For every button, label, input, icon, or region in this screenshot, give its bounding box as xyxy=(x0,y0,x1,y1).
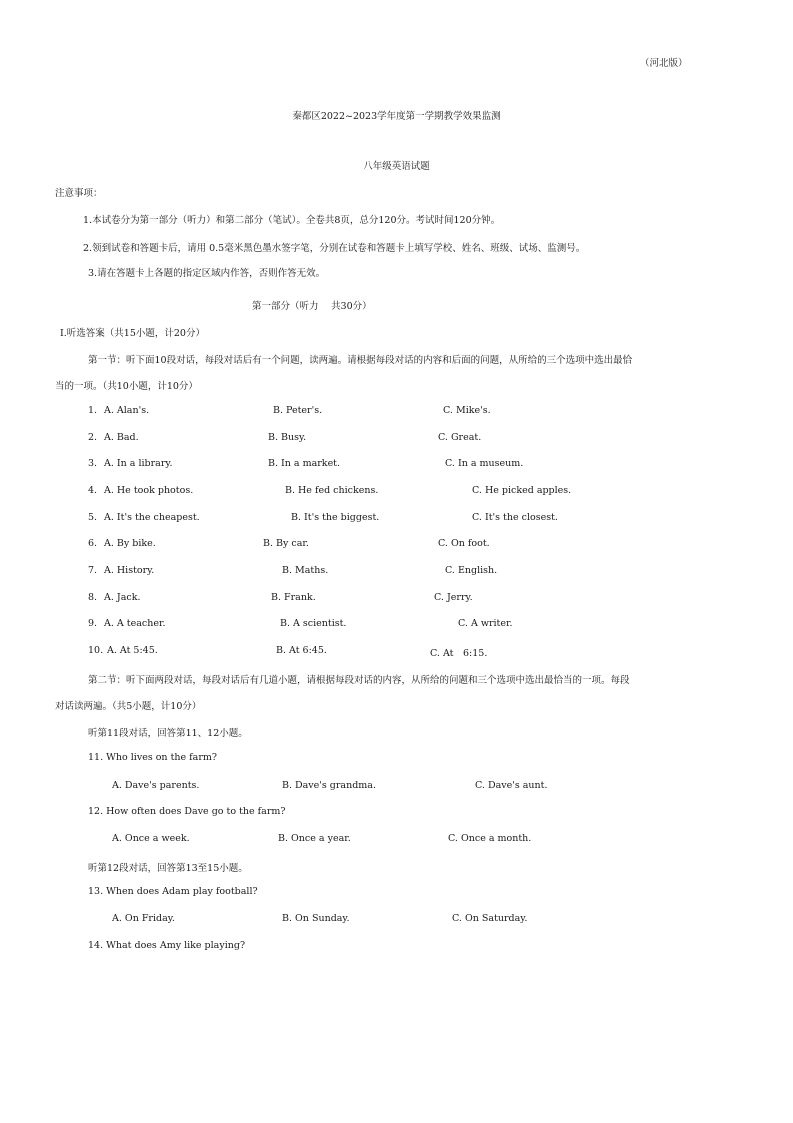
q9-option-b: B. A scientist. xyxy=(280,618,347,629)
q2-option-c: C. Great. xyxy=(438,432,482,443)
section1-instruction-line2: 当的一项。（共10小题，计10分） xyxy=(55,381,198,392)
q4-number: 4. xyxy=(88,485,98,496)
q11-option-b: B. Dave's grandma. xyxy=(282,780,376,791)
q3-option-c: C. In a museum. xyxy=(445,458,524,469)
q12-option-a: A. Once a week. xyxy=(112,833,190,844)
q4-option-c: C. He picked apples. xyxy=(472,485,572,496)
q1-number: 1. xyxy=(88,405,98,416)
q9-option-c: C. A writer. xyxy=(458,618,513,629)
q1-option-b: B. Peter's. xyxy=(273,405,323,416)
dialog12-instruction: 听第12段对话，回答第13至15小题。 xyxy=(88,863,248,874)
q9-option-a: A. A teacher. xyxy=(104,618,166,629)
q6-option-b: B. By car. xyxy=(263,538,309,549)
q7-option-b: B. Maths. xyxy=(282,565,329,576)
section1-instruction-line1: 第一节：听下面10段对话，每段对话后有一个问题，读两遍。请根据每段对话的内容和后面的问题，从所给的三个选项中选出最恰 xyxy=(88,355,633,366)
q9-number: 9. xyxy=(88,618,98,629)
q12-option-c: C. Once a month. xyxy=(448,833,532,844)
q5-option-b: B. It's the biggest. xyxy=(291,512,380,523)
q13-option-c: C. On Saturday. xyxy=(452,913,528,924)
q13-option-b: B. On Sunday. xyxy=(282,913,350,924)
q12-option-b: B. Once a year. xyxy=(278,833,351,844)
q11-stem: 11. Who lives on the farm? xyxy=(88,752,217,763)
edition-label: （河北版） xyxy=(640,58,688,69)
q5-option-a: A. It's the cheapest. xyxy=(104,512,200,523)
q1-option-c: C. Mike's. xyxy=(443,405,491,416)
q4-option-a: A. He took photos. xyxy=(104,485,194,496)
q14-stem: 14. What does Amy like playing? xyxy=(88,940,246,951)
q11-option-c: C. Dave's aunt. xyxy=(475,780,548,791)
q3-option-a: A. In a library. xyxy=(104,458,173,469)
q6-option-a: A. By bike. xyxy=(104,538,156,549)
q11-option-a: A. Dave's parents. xyxy=(112,780,200,791)
dialog11-instruction: 听第11段对话，回答第11、12小题。 xyxy=(88,728,248,739)
q10-option-a: A. At 5:45. xyxy=(107,645,158,656)
q8-option-a: A. Jack. xyxy=(104,592,141,603)
q2-number: 2. xyxy=(88,432,98,443)
section2-instruction-line1: 第二节：听下面两段对话，每段对话后有几道小题，请根据每段对话的内容，从所给的问题和三个选项中选出最恰当的一项。每段 xyxy=(88,675,630,686)
q2-option-a: A. Bad. xyxy=(104,432,139,443)
q10-number: 10. xyxy=(88,645,104,656)
q5-number: 5. xyxy=(88,512,98,523)
section2-instruction-line2: 对话读两遍。（共5小题，计10分） xyxy=(55,701,202,712)
q1-option-a: A. Alan's. xyxy=(104,405,150,416)
part1-title: 第一部分（听力 共30分） xyxy=(252,301,372,312)
q6-number: 6. xyxy=(88,538,98,549)
q2-option-b: B. Busy. xyxy=(268,432,307,443)
q3-option-b: B. In a market. xyxy=(268,458,341,469)
q8-option-c: C. Jerry. xyxy=(434,592,473,603)
q4-option-b: B. He fed chickens. xyxy=(285,485,379,496)
q3-number: 3. xyxy=(88,458,98,469)
exam-title: 秦都区2022~2023学年度第一学期教学效果监测 xyxy=(292,111,501,122)
q6-option-c: C. On foot. xyxy=(438,538,490,549)
q8-number: 8. xyxy=(88,592,98,603)
q7-number: 7. xyxy=(88,565,98,576)
note-item-2: 2.领到试卷和答题卡后，请用 0.5毫米黑色墨水签字笔，分别在试卷和答题卡上填写学校、姓名、班级、试场、监测号。 xyxy=(83,243,586,254)
q12-stem: 12. How often does Dave go to the farm? xyxy=(88,806,286,817)
q13-option-a: A. On Friday. xyxy=(112,913,175,924)
q7-option-c: C. English. xyxy=(445,565,498,576)
q8-option-b: B. Frank. xyxy=(271,592,316,603)
notes-heading: 注意事项： xyxy=(55,188,103,199)
note-item-3: 3.请在答题卡上各题的指定区域内作答，否则作答无效。 xyxy=(88,268,326,279)
section1-heading: Ⅰ.听选答案（共15小题，计20分） xyxy=(60,328,205,339)
note-item-1: 1.本试卷分为第一部分（听力）和第二部分（笔试）。全卷共8页，总分120分。考试时间120分钟。 xyxy=(83,215,501,226)
exam-subtitle: 八年级英语试题 xyxy=(363,161,430,172)
q5-option-c: C. It's the closest. xyxy=(472,512,558,523)
q10-option-c: C. At 6:15. xyxy=(430,648,488,659)
q13-stem: 13. When does Adam play football? xyxy=(88,886,258,897)
q7-option-a: A. History. xyxy=(104,565,155,576)
q10-option-b: B. At 6:45. xyxy=(276,645,327,656)
